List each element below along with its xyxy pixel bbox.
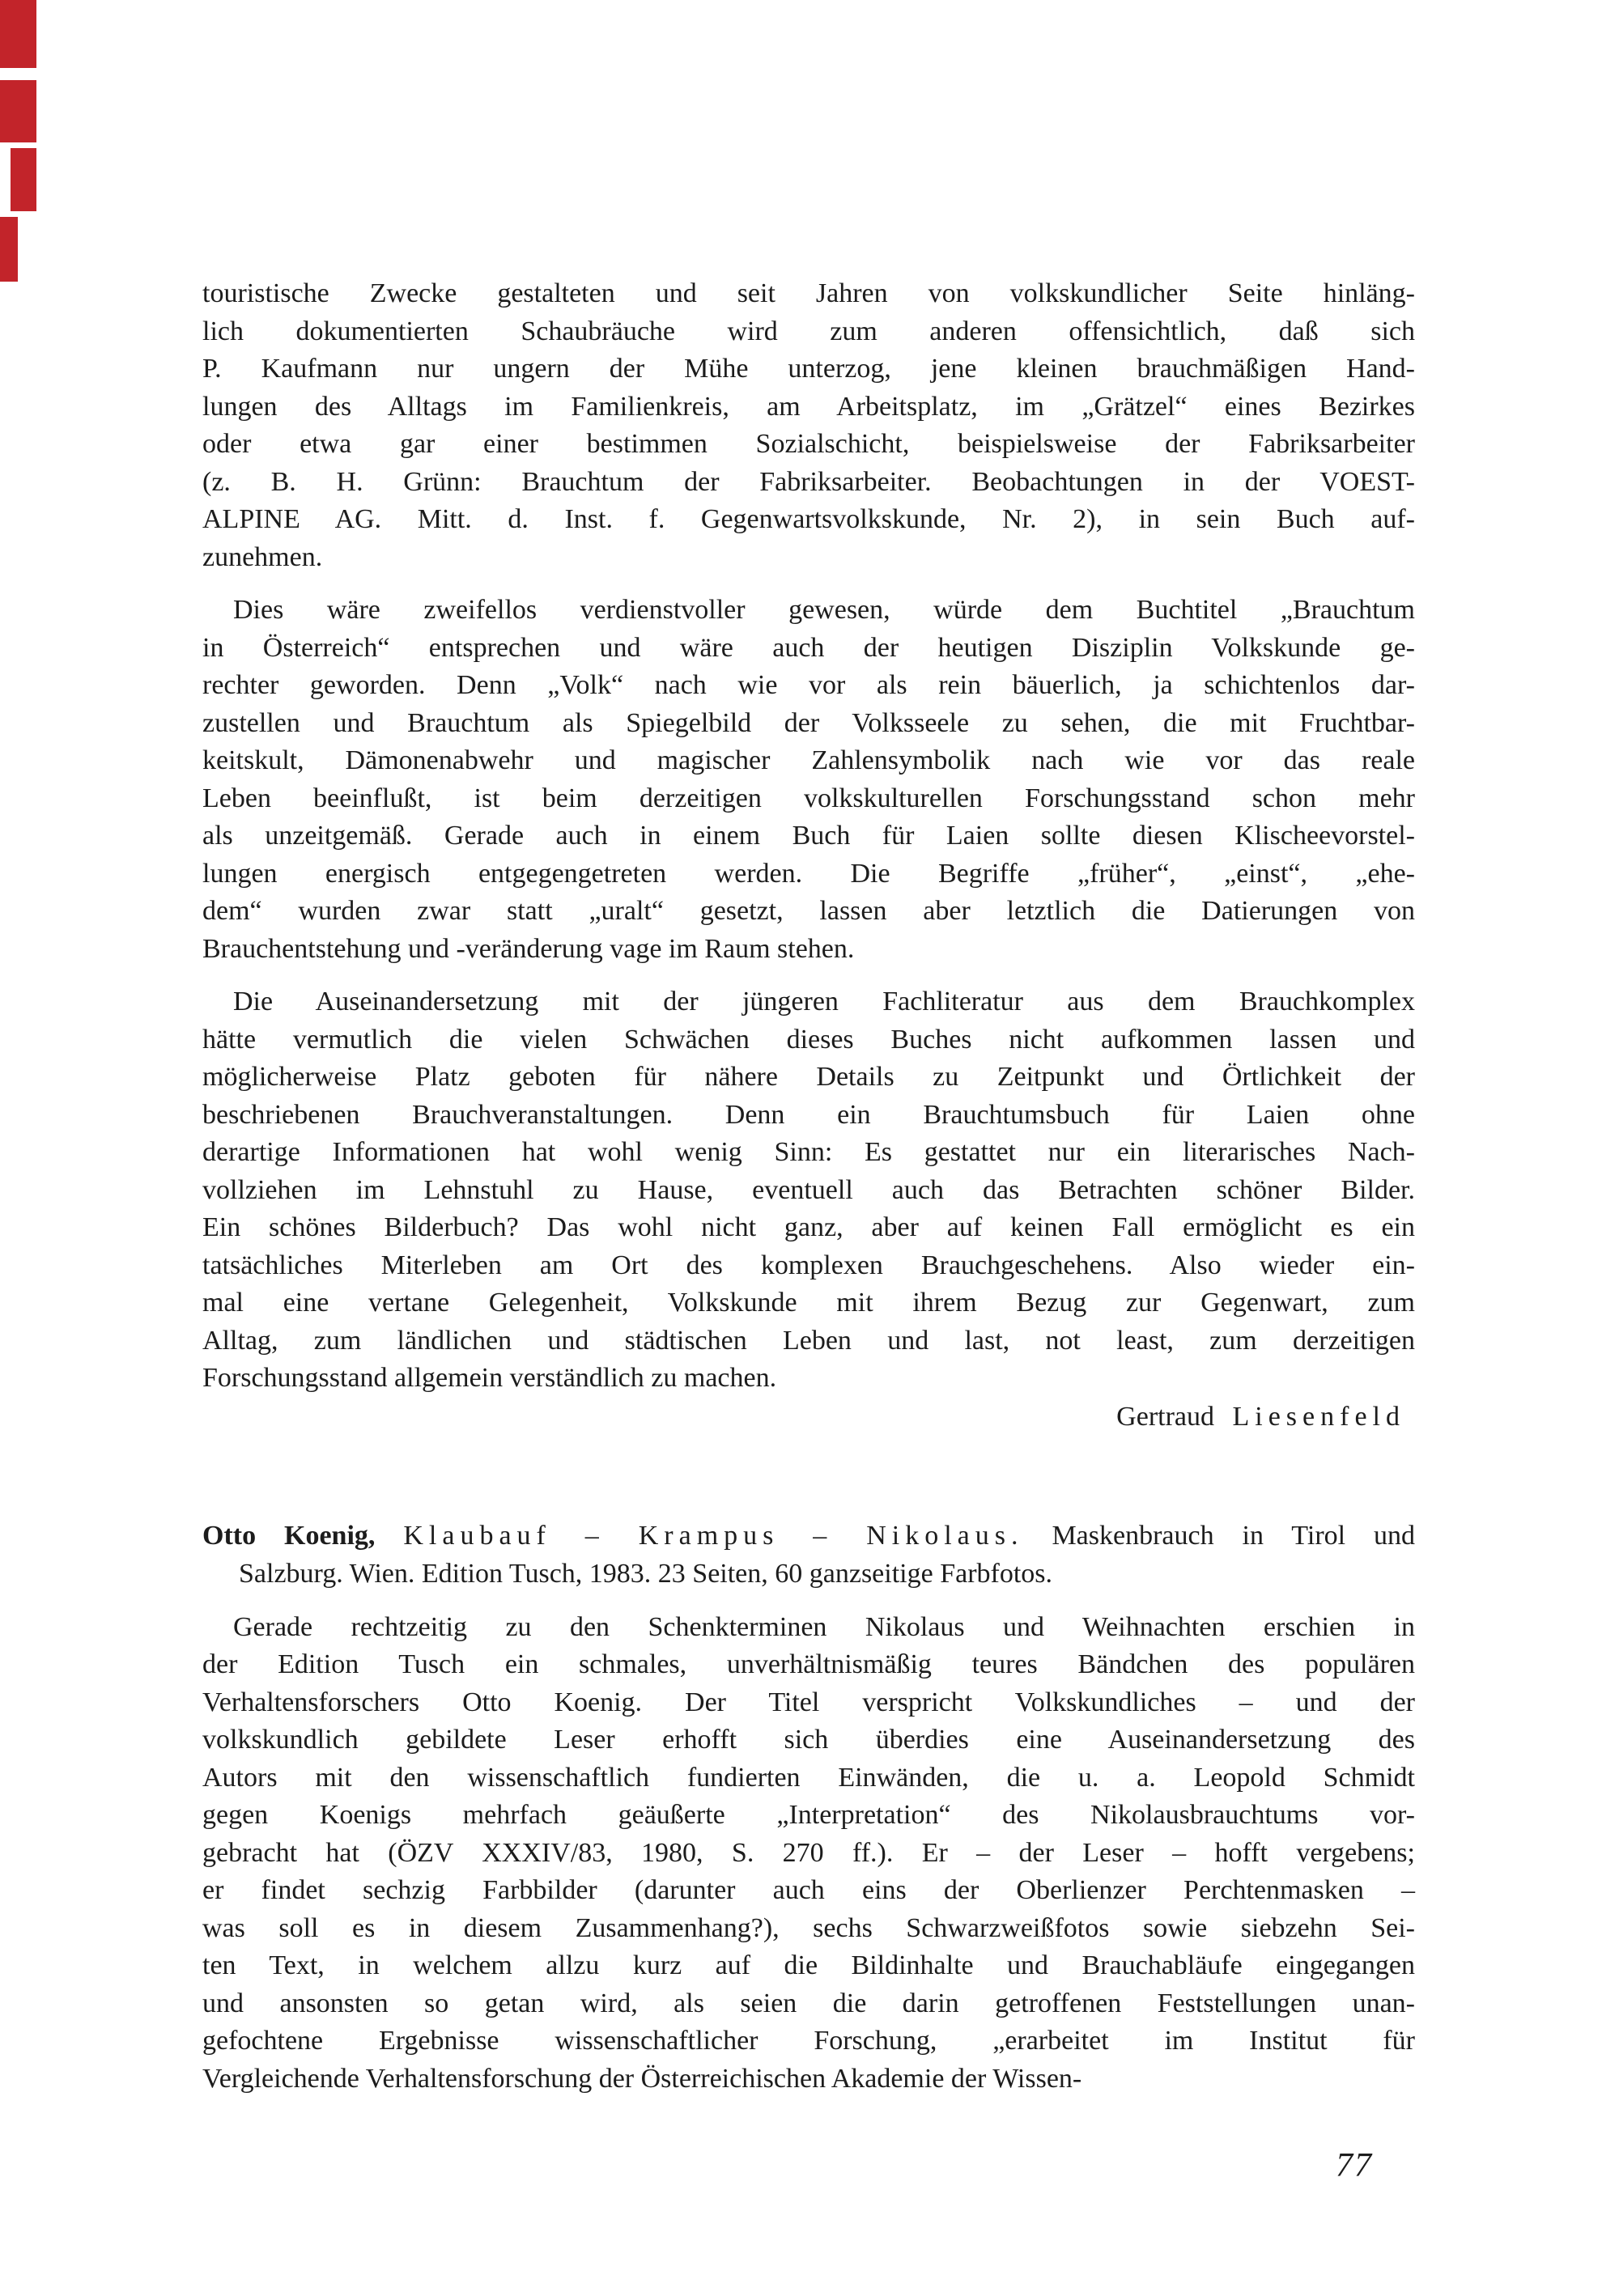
- text-line: Forschungsstand allgemein verständlich zu machen.: [202, 1363, 777, 1393]
- text-line: touristische Zwecke gestalteten und seit Jahren von volkskundlicher Seite hinläng-: [202, 278, 1415, 308]
- text-line: als unzeitgemäß. Gerade auch in einem Buch für Laien sollte diesen Klischeevorstel-: [202, 821, 1415, 851]
- text-line: oder etwa gar einer bestimmen Sozialschicht, beispielsweise der Fabriksarbeiter: [202, 429, 1415, 459]
- text-line: was soll es in diesem Zusammenhang?), sechs Schwarzweißfotos sowie siebzehn Sei-: [202, 1912, 1415, 1943]
- text-line: (z. B. H. Grünn: Brauchtum der Fabriksarbeiter. Beobachtungen in der VOEST-: [202, 466, 1415, 497]
- text-line: in Österreich“ entsprechen und wäre auch der heutigen Disziplin Volkskunde ge-: [202, 632, 1415, 663]
- text-line: zustellen und Brauchtum als Spiegelbild der Volksseele zu sehen, die mit Fruchtbar-: [202, 707, 1415, 738]
- paragraph: [202, 983, 1415, 1398]
- text-line: Die Auseinandersetzung mit der jüngeren Fachliteratur aus dem Brauchkomplex: [233, 987, 1415, 1016]
- red-scan-mark: [11, 148, 36, 211]
- text-line: Gerade rechtzeitig zu den Schenkterminen Nikolaus und Weihnachten erschien in: [233, 1611, 1415, 1642]
- text-line: und ansonsten so getan wird, als seien die darin getroffenen Feststellungen unan-: [202, 1988, 1415, 2018]
- book-subtitle: Maskenbrauch in Tirol und: [1052, 1520, 1416, 1551]
- text-line: tatsächliches Miterleben am Ort des komplexen Brauchgeschehens. Also wieder ein-: [202, 1250, 1415, 1280]
- text-line: ten Text, in welchem allzu kurz auf die Bildinhalte und Brauchabläufe eingegangen: [202, 1950, 1415, 1980]
- paragraph: [202, 275, 1415, 576]
- text-line: lich dokumentierten Schaubräuche wird zum anderen offensichtlich, daß sich: [202, 316, 1415, 346]
- text-line: Vergleichende Verhaltensforschung der Österreichischen Akademie der Wissen-: [202, 2063, 1082, 2094]
- citation-line-2: Salzburg. Wien. Edition Tusch, 1983. 23 Seiten, 60 ganzseitige Farbfotos.: [239, 1558, 1053, 1589]
- page-number: 77: [1336, 2147, 1373, 2184]
- text-line: Verhaltensforschers Otto Koenig. Der Titel verspricht Volkskundliches – und der: [202, 1687, 1415, 1717]
- text-line: mal eine vertane Gelegenheit, Volkskunde mit ihrem Bezug zur Gegenwart, zum: [202, 1288, 1415, 1318]
- text-line: gegen Koenigs mehrfach geäußerte „Interpretation“ des Nikolausbrauchtums vor-: [202, 1800, 1415, 1830]
- text-line: gefochtene Ergebnisse wissenschaftlicher Forschung, „erarbeitet im Institut für: [202, 2026, 1415, 2056]
- book-title: Klaubauf – Krampus – Nikolaus.: [403, 1520, 1024, 1551]
- text-line: rechter geworden. Denn „Volk“ nach wie vor als rein bäuerlich, ja schichtenlos dar-: [202, 670, 1415, 700]
- red-scan-mark: [0, 217, 18, 282]
- reviewer-signature: [202, 1398, 1415, 1436]
- text-line: Ein schönes Bilderbuch? Das wohl nicht ganz, aber auf keinen Fall ermöglicht es ein: [202, 1212, 1415, 1242]
- text-line: Dies wäre zweifellos verdienstvoller gewesen, würde dem Buchtitel „Brauchtum: [233, 595, 1415, 625]
- text-line: der Edition Tusch ein schmales, unverhältnismäßig teures Bändchen des populären: [202, 1649, 1415, 1679]
- text-line: gebracht hat (ÖZV XXXIV/83, 1980, S. 270 ff.). Er – der Leser – hofft vergebens;: [202, 1837, 1415, 1868]
- paragraph: [202, 1609, 1415, 2099]
- text-line: Alltag, zum ländlichen und städtischen Leben und last, not least, zum derzeitigen: [202, 1325, 1415, 1356]
- text-line: möglicherweise Platz geboten für nähere Details zu Zeitpunkt und Örtlichkeit der: [202, 1062, 1415, 1092]
- text-line: hätte vermutlich die vielen Schwächen dieses Buches nicht aufkommen lassen und: [202, 1024, 1415, 1055]
- citation-line-1: [202, 1517, 1415, 1555]
- text-line: Autors mit den wissenschaftlich fundierten Einwänden, die u. a. Leopold Schmidt: [202, 1762, 1415, 1793]
- reviewer-family-name: Liesenfeld: [1232, 1401, 1405, 1432]
- review-next-paragraphs: [202, 1609, 1415, 2099]
- text-line: er findet sechzig Farbbilder (darunter auch eins der Oberlienzer Perchtenmasken –: [202, 1875, 1415, 1905]
- red-scan-mark: [0, 0, 36, 68]
- text-line: vollziehen im Lehnstuhl zu Hause, eventuell auch das Betrachten schöner Bilder.: [202, 1174, 1415, 1205]
- text-line: keitskult, Dämonenabwehr und magischer Zahlensymbolik nach wie vor das reale: [202, 745, 1415, 775]
- text-line: lungen energisch entgegengetreten werden. Die Begriffe „früher“, „einst“, „ehe-: [202, 858, 1415, 889]
- scan-artifact-red-marks: [0, 0, 49, 291]
- text-line: beschriebenen Brauchveranstaltungen. Denn ein Brauchtumsbuch für Laien ohne: [202, 1099, 1415, 1130]
- text-line: volkskundlich gebildete Leser erhofft sich überdies eine Auseinandersetzung des: [202, 1725, 1415, 1755]
- text-line: P. Kaufmann nur ungern der Mühe unterzog, jene kleinen brauchmäßigen Hand-: [202, 354, 1415, 384]
- text-line: zunehmen.: [202, 541, 323, 572]
- text-line: dem“ wurden zwar statt „uralt“ gesetzt, lassen aber letztlich die Datierungen von: [202, 896, 1415, 926]
- reviewer-given-name: Gertraud: [1116, 1401, 1214, 1432]
- text-line: Leben beeinflußt, ist beim derzeitigen volkskulturellen Forschungsstand schon mehr: [202, 783, 1415, 813]
- book-citation: [202, 1517, 1415, 1593]
- text-line: Brauchentstehung und -veränderung vage im Raum stehen.: [202, 933, 855, 964]
- text-block: [202, 275, 1415, 2098]
- text-line: ALPINE AG. Mitt. d. Inst. f. Gegenwartsvolkskunde, Nr. 2), in sein Buch auf-: [202, 504, 1415, 534]
- text-line: lungen des Alltags im Familienkreis, am Arbeitsplatz, im „Grätzel“ eines Bezirkes: [202, 391, 1415, 422]
- text-line: derartige Informationen hat wohl wenig Sinn: Es gestattet nur ein literarisches Nach-: [202, 1137, 1415, 1167]
- red-scan-mark: [0, 80, 36, 142]
- review-end-paragraphs: [202, 275, 1415, 1398]
- paragraph: [202, 592, 1415, 968]
- book-author: Otto Koenig,: [202, 1520, 376, 1551]
